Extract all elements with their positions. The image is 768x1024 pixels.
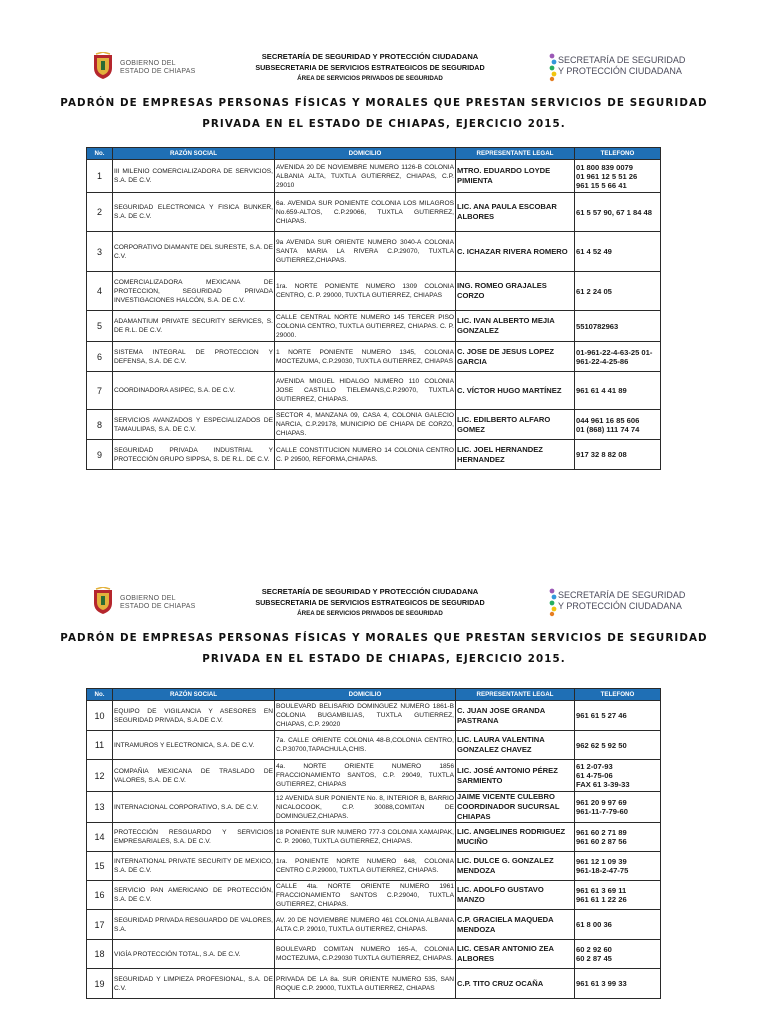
cell-telefono: 5510782963 bbox=[575, 311, 661, 342]
document-header bbox=[0, 575, 768, 625]
cell-razon-social: COMPAÑIA MEXICANA DE TRASLADO DE VALORES, S.A. DE C.V. bbox=[113, 760, 275, 792]
table-row bbox=[87, 342, 661, 372]
cell-domicilio: 1 NORTE PONIENTE NUMERO 1345, COLONIA MOCTEZUMA, C.P.29030, TUXTLA GUTIERREZ, CHIAPAS bbox=[275, 342, 456, 372]
table-row bbox=[87, 792, 661, 823]
cell-representante: LIC. ANGELINES RODRIGUEZ MUCIÑO bbox=[456, 823, 575, 852]
cell-no: 6 bbox=[87, 342, 113, 372]
cell-razon-social: SEGURIDAD ELECTRONICA Y FISICA BUNKER, S.A. DE C.V. bbox=[113, 193, 275, 232]
cell-no: 12 bbox=[87, 760, 113, 792]
cell-razon-social: COMERCIALIZADORA MEXICANA DE PROTECCION, SEGURIDAD PRIVADA INVESTIGACIONES HALCÓN, S.A. DE C.V. bbox=[113, 272, 275, 311]
cell-telefono: 961 61 4 41 89 bbox=[575, 372, 661, 410]
registry-table bbox=[86, 688, 661, 999]
table-row bbox=[87, 410, 661, 440]
cell-razon-social: INTERNATIONAL PRIVATE SECURITY DE MEXICO, S.A. DE C.V. bbox=[113, 852, 275, 881]
cell-representante: C. VÍCTOR HUGO MARTÍNEZ bbox=[456, 372, 575, 410]
cell-representante: ING. ROMEO GRAJALES CORZO bbox=[456, 272, 575, 311]
cell-representante: LIC. JOEL HERNANDEZ HERNANDEZ bbox=[456, 440, 575, 470]
cell-representante: LIC. IVAN ALBERTO MEJIA GONZALEZ bbox=[456, 311, 575, 342]
table-header-row bbox=[87, 148, 661, 160]
cell-telefono: 044 961 16 85 606 01 (868) 111 74 74 bbox=[575, 410, 661, 440]
column-header-telefono: TELEFONO bbox=[575, 148, 661, 160]
cell-telefono: 61 8 00 36 bbox=[575, 910, 661, 940]
cell-no: 3 bbox=[87, 232, 113, 272]
table-row bbox=[87, 160, 661, 193]
table-row bbox=[87, 440, 661, 470]
cell-no: 17 bbox=[87, 910, 113, 940]
column-header-domicilio: DOMICILIO bbox=[275, 148, 456, 160]
chiapas-government-logo bbox=[92, 587, 202, 617]
cell-telefono: 61 5 57 90, 67 1 84 48 bbox=[575, 193, 661, 232]
cell-no: 8 bbox=[87, 410, 113, 440]
cell-domicilio: BOULEVARD COMITAN NUMERO 165-A, COLONIA MOCTEZUMA, C.P.29030 TUXTLA GUTIERREZ, CHIAPAS. bbox=[275, 940, 456, 969]
cell-no: 9 bbox=[87, 440, 113, 470]
cell-representante: LIC. EDILBERTO ALFARO GOMEZ bbox=[456, 410, 575, 440]
cell-domicilio: 1ra. PONIENTE NORTE NUMERO 648, COLONIA CENTRO C.P.29000, TUXTLA GUTIERREZ, CHIAPAS. bbox=[275, 852, 456, 881]
column-header-razon-social: RAZÓN SOCIAL bbox=[113, 148, 275, 160]
cell-razon-social: SEGURIDAD PRIVADA INDUSTRIAL Y PROTECCIÓN GRUPO SIPPSA, S. DE R.L. DE C.V. bbox=[113, 440, 275, 470]
document-page-1 bbox=[0, 40, 768, 464]
cell-telefono: 961 61 3 69 11 961 61 1 22 26 bbox=[575, 881, 661, 910]
cell-domicilio: BOULEVARD BELISARIO DOMINGUEZ NUMERO 1861-B COLONIA BUGAMBILIAS, TUXTLA GUTIERREZ, CHIAPAS, C.P. 29020 bbox=[275, 701, 456, 731]
cell-domicilio: AVENIDA 20 DE NOVIEMBRE NUMERO 1126-B COLONIA ALBANIA ALTA, TUXTLA GUTIERREZ, CHIAPAS, C.P. 29010 bbox=[275, 160, 456, 193]
cell-razon-social: INTRAMUROS Y ELECTRONICA, S.A. DE C.V. bbox=[113, 731, 275, 760]
document-page-2 bbox=[0, 575, 768, 992]
cell-no: 16 bbox=[87, 881, 113, 910]
area-title: ÁREA DE SERVICIOS PRIVADOS DE SEGURIDAD bbox=[297, 610, 443, 617]
cell-representante: JAIME VICENTE CULEBRO COORDINADOR SUCURSAL CHIAPAS bbox=[456, 792, 575, 823]
subsecretaria-title: SUBSECRETARIA DE SERVICIOS ESTRATEGICOS DE SEGURIDAD bbox=[255, 63, 485, 72]
cell-representante: MTRO. EDUARDO LOYDE PIMIENTA bbox=[456, 160, 575, 193]
cell-telefono: 961 61 3 99 33 bbox=[575, 969, 661, 999]
column-header-telefono: TELEFONO bbox=[575, 689, 661, 701]
cell-no: 14 bbox=[87, 823, 113, 852]
cell-telefono: 961 61 5 27 46 bbox=[575, 701, 661, 731]
cell-razon-social: SEGURIDAD PRIVADA RESGUARDO DE VALORES, S.A. bbox=[113, 910, 275, 940]
table-header-row bbox=[87, 689, 661, 701]
coat-of-arms-icon bbox=[92, 587, 114, 615]
cell-no: 18 bbox=[87, 940, 113, 969]
table-row bbox=[87, 731, 661, 760]
document-title: PADRÓN DE EMPRESAS PERSONAS FÍSICAS Y MORALES QUE PRESTAN SERVICIOS DE SEGURIDAD PRIVADA EN EL ESTADO DE CHIAPAS, EJERCICIO 2015. bbox=[60, 632, 708, 665]
cell-domicilio: 18 PONIENTE SUR NUMERO 777-3 COLONIA XAMAIPAK, C. P. 29060, TUXTLA GUTIERREZ, CHIAPAS. bbox=[275, 823, 456, 852]
cell-representante: C.P. GRACIELA MAQUEDA MENDOZA bbox=[456, 910, 575, 940]
header-titles bbox=[230, 586, 510, 619]
subsecretaria-title: SUBSECRETARIA DE SERVICIOS ESTRATEGICOS DE SEGURIDAD bbox=[255, 598, 485, 607]
ssp-logo-text: SECRETARÍA DE SEGURIDAD Y PROTECCIÓN CIUDADANA bbox=[558, 590, 686, 611]
cell-telefono: 61 4 52 49 bbox=[575, 232, 661, 272]
cell-domicilio: CALLE 4ta. NORTE ORIENTE NUMERO 1961 FRACCIONAMIENTO SANTOS C.P.29040, TUXTLA GUTIERREZ, CHIAPAS. bbox=[276, 882, 454, 908]
table-row bbox=[87, 969, 661, 999]
cell-domicilio: 4a. NORTE ORIENTE NUMERO 1856 FRACCIONAMIENTO SANTOS, C.P. 29049, TUXTLA GUTIERREZ, CHIAPAS bbox=[275, 760, 456, 792]
cell-telefono: 962 62 5 92 50 bbox=[575, 731, 661, 760]
cell-razon-social: INTERNACIONAL CORPORATIVO, S.A. DE C.V. bbox=[113, 792, 275, 823]
cell-razon-social: COORDINADORA ASIPEC, S.A. DE C.V. bbox=[113, 372, 275, 410]
cell-representante: C.P. TITO CRUZ OCAÑA bbox=[456, 969, 575, 999]
table-row bbox=[87, 701, 661, 731]
cell-no: 2 bbox=[87, 193, 113, 232]
cell-telefono: 961 12 1 09 39 961-18-2-47-75 bbox=[575, 852, 661, 881]
table-row bbox=[87, 910, 661, 940]
ssp-mark-icon bbox=[548, 587, 558, 617]
cell-representante: C. JUAN JOSE GRANDA PASTRANA bbox=[456, 701, 575, 731]
table-row bbox=[87, 881, 661, 910]
cell-no: 4 bbox=[87, 272, 113, 311]
area-title: ÁREA DE SERVICIOS PRIVADOS DE SEGURIDAD bbox=[297, 75, 443, 82]
cell-no: 13 bbox=[87, 792, 113, 823]
cell-representante: C. ICHAZAR RIVERA ROMERO bbox=[456, 232, 575, 272]
cell-razon-social: SISTEMA INTEGRAL DE PROTECCION Y DEFENSA, S.A. DE C.V. bbox=[113, 342, 275, 372]
ssp-logo-text: SECRETARÍA DE SEGURIDAD Y PROTECCIÓN CIUDADANA bbox=[558, 55, 686, 76]
registry-table bbox=[86, 147, 661, 470]
cell-domicilio: 6a. AVENIDA SUR PONIENTE COLONIA LOS MILAGROS No.659-ALTOS, C.P.29066, TUXTLA GUTIERREZ, CHIAPAS. bbox=[275, 193, 456, 232]
table-row bbox=[87, 272, 661, 311]
cell-razon-social: EQUIPO DE VIGILANCIA Y ASESORES EN SEGURIDAD PRIVADA, S.A.DE C.V. bbox=[113, 701, 275, 731]
column-header-no: No. bbox=[87, 689, 113, 701]
cell-representante: C. JOSE DE JESUS LOPEZ GARCIA bbox=[456, 342, 575, 372]
cell-representante: LIC. LAURA VALENTINA GONZALEZ CHAVEZ bbox=[456, 731, 575, 760]
cell-domicilio: PRIVADA DE LA 8a. SUR ORIENTE NUMERO 535, SAN ROQUE C.P. 29000, TUXTLA GUTIERREZ, CHIAPAS bbox=[275, 969, 456, 999]
table-row bbox=[87, 311, 661, 342]
cell-no: 1 bbox=[87, 160, 113, 193]
cell-razon-social: PROTECCIÓN RESGUARDO Y SERVICIOS EMPRESARIALES, S.A. DE C.V. bbox=[113, 823, 275, 852]
coat-of-arms-icon bbox=[92, 52, 114, 80]
cell-telefono: 961 60 2 71 89 961 60 2 87 56 bbox=[575, 823, 661, 852]
cell-domicilio: 12 AVENIDA SUR PONIENTE No. 8, INTERIOR B, BARRIO NICALOCOOK, C.P. 30088,COMITAN DE DOMINGUEZ,CHIAPAS. bbox=[275, 792, 456, 823]
cell-razon-social: SERVICIO PAN AMERICANO DE PROTECCIÓN, S.A. DE C.V. bbox=[113, 881, 275, 910]
cell-razon-social: VIGÍA PROTECCIÓN TOTAL, S.A. DE C.V. bbox=[113, 940, 275, 969]
document-title: PADRÓN DE EMPRESAS PERSONAS FÍSICAS Y MORALES QUE PRESTAN SERVICIOS DE SEGURIDAD PRIVADA EN EL ESTADO DE CHIAPAS, EJERCICIO 2015. bbox=[60, 97, 708, 130]
table-row bbox=[87, 823, 661, 852]
cell-representante: LIC. JOSÉ ANTONIO PÉREZ SARMIENTO bbox=[456, 760, 575, 792]
cell-representante: LIC. DULCE G. GONZALEZ MENDOZA bbox=[456, 852, 575, 881]
cell-representante: LIC. ANA PAULA ESCOBAR ALBORES bbox=[456, 193, 575, 232]
cell-domicilio: CALLE CENTRAL NORTE NUMERO 145 TERCER PISO COLONIA CENTRO, TUXTLA GUTIERREZ, CHIAPAS. C. P. 29000. bbox=[275, 311, 456, 342]
column-header-representante: REPRESENTANTE LEGAL bbox=[456, 689, 575, 701]
cell-telefono: 60 2 92 60 60 2 87 45 bbox=[575, 940, 661, 969]
cell-telefono: 61 2-07-93 61 4-75-06 FAX 61 3-39-33 bbox=[575, 760, 661, 792]
cell-telefono: 61 2 24 05 bbox=[575, 272, 661, 311]
cell-domicilio: CALLE CONSTITUCION NUMERO 14 COLONIA CENTRO C. P 29500, REFORMA,CHIAPAS. bbox=[275, 440, 456, 470]
column-header-representante: REPRESENTANTE LEGAL bbox=[456, 148, 575, 160]
table-row bbox=[87, 852, 661, 881]
cell-razon-social: ADAMANTIUM PRIVATE SECURITY SERVICES, S. DE R.L. DE C.V. bbox=[113, 311, 275, 342]
document-header bbox=[0, 40, 768, 90]
cell-no: 19 bbox=[87, 969, 113, 999]
cell-domicilio: 7a. CALLE ORIENTE COLONIA 48-B,COLONIA CENTRO, C.P.30700,TAPACHULA,CHIS. bbox=[275, 731, 456, 760]
table-row bbox=[87, 760, 661, 792]
cell-no: 15 bbox=[87, 852, 113, 881]
cell-domicilio: AVENIDA MIGUEL HIDALGO NUMERO 110 COLONIA JOSE CASTILLO TIELEMANS,C.P.29070, TUXTLA GUTIERREZ, CHIAPAS. bbox=[275, 372, 456, 410]
cell-representante: LIC. CESAR ANTONIO ZEA ALBORES bbox=[456, 940, 575, 969]
cell-representante: LIC. ADOLFO GUSTAVO MANZO bbox=[456, 881, 575, 910]
cell-razon-social: SEGURIDAD Y LIMPIEZA PROFESIONAL, S.A. DE C.V. bbox=[113, 969, 275, 999]
cell-domicilio: 1ra. NORTE PONIENTE NUMERO 1309 COLONIA CENTRO, C. P. 29000, TUXTLA GUTIERREZ, CHIAPAS bbox=[275, 272, 456, 311]
ssp-logo bbox=[548, 587, 686, 619]
government-logo-text: GOBIERNO DEL ESTADO DE CHIAPAS bbox=[120, 60, 196, 75]
column-header-domicilio: DOMICILIO bbox=[275, 689, 456, 701]
secretaria-title: SECRETARÍA DE SEGURIDAD Y PROTECCIÓN CIUDADANA bbox=[261, 587, 479, 596]
column-header-no: No. bbox=[87, 148, 113, 160]
cell-domicilio: AV. 20 DE NOVIEMBRE NUMERO 461 COLONIA ALBANIA ALTA C.P. 29010, TUXTLA GUTIERREZ, CHIAPAS. bbox=[275, 910, 456, 940]
column-header-razon-social: RAZÓN SOCIAL bbox=[113, 689, 275, 701]
cell-no: 7 bbox=[87, 372, 113, 410]
cell-no: 5 bbox=[87, 311, 113, 342]
chiapas-government-logo bbox=[92, 52, 202, 82]
cell-telefono: 01-961-22-4-63-25 01-961-22-4-25-86 bbox=[575, 342, 661, 372]
cell-domicilio: 9a AVENIDA SUR ORIENTE NUMERO 3040-A COLONIA SANTA MARIA LA RIVERA C.P.29070, TUXTLA GUTIERREZ,CHIAPAS. bbox=[275, 232, 456, 272]
cell-razon-social: III MILENIO COMERCIALIZADORA DE SERVICIOS, S.A. DE C.V. bbox=[113, 160, 275, 193]
cell-no: 11 bbox=[87, 731, 113, 760]
table-row bbox=[87, 193, 661, 232]
table-row bbox=[87, 372, 661, 410]
cell-no: 10 bbox=[87, 701, 113, 731]
cell-telefono: 961 20 9 97 69 961-11-7-79-60 bbox=[575, 792, 661, 823]
ssp-mark-icon bbox=[548, 52, 558, 82]
cell-telefono: 917 32 8 82 08 bbox=[575, 440, 661, 470]
table-row bbox=[87, 940, 661, 969]
header-titles bbox=[230, 51, 510, 84]
cell-razon-social: CORPORATIVO DIAMANTE DEL SURESTE, S.A. DE C.V. bbox=[113, 232, 275, 272]
cell-domicilio: SECTOR 4, MANZANA 09, CASA 4, COLONIA GALECIO NARCIA, C.P.29178, MUNICIPIO DE CHIAPA DE CORZO, CHIAPAS. bbox=[275, 410, 456, 440]
table-row bbox=[87, 232, 661, 272]
government-logo-text: GOBIERNO DEL ESTADO DE CHIAPAS bbox=[120, 595, 196, 610]
secretaria-title: SECRETARÍA DE SEGURIDAD Y PROTECCIÓN CIUDADANA bbox=[261, 52, 479, 61]
cell-telefono: 01 800 839 0079 01 961 12 5 51 26 961 15 5 66 41 bbox=[575, 160, 661, 193]
cell-razon-social: SERVICIOS AVANZADOS Y ESPECIALIZADOS DE TAMAULIPAS, S.A. DE C.V. bbox=[113, 410, 275, 440]
ssp-logo bbox=[548, 52, 686, 84]
